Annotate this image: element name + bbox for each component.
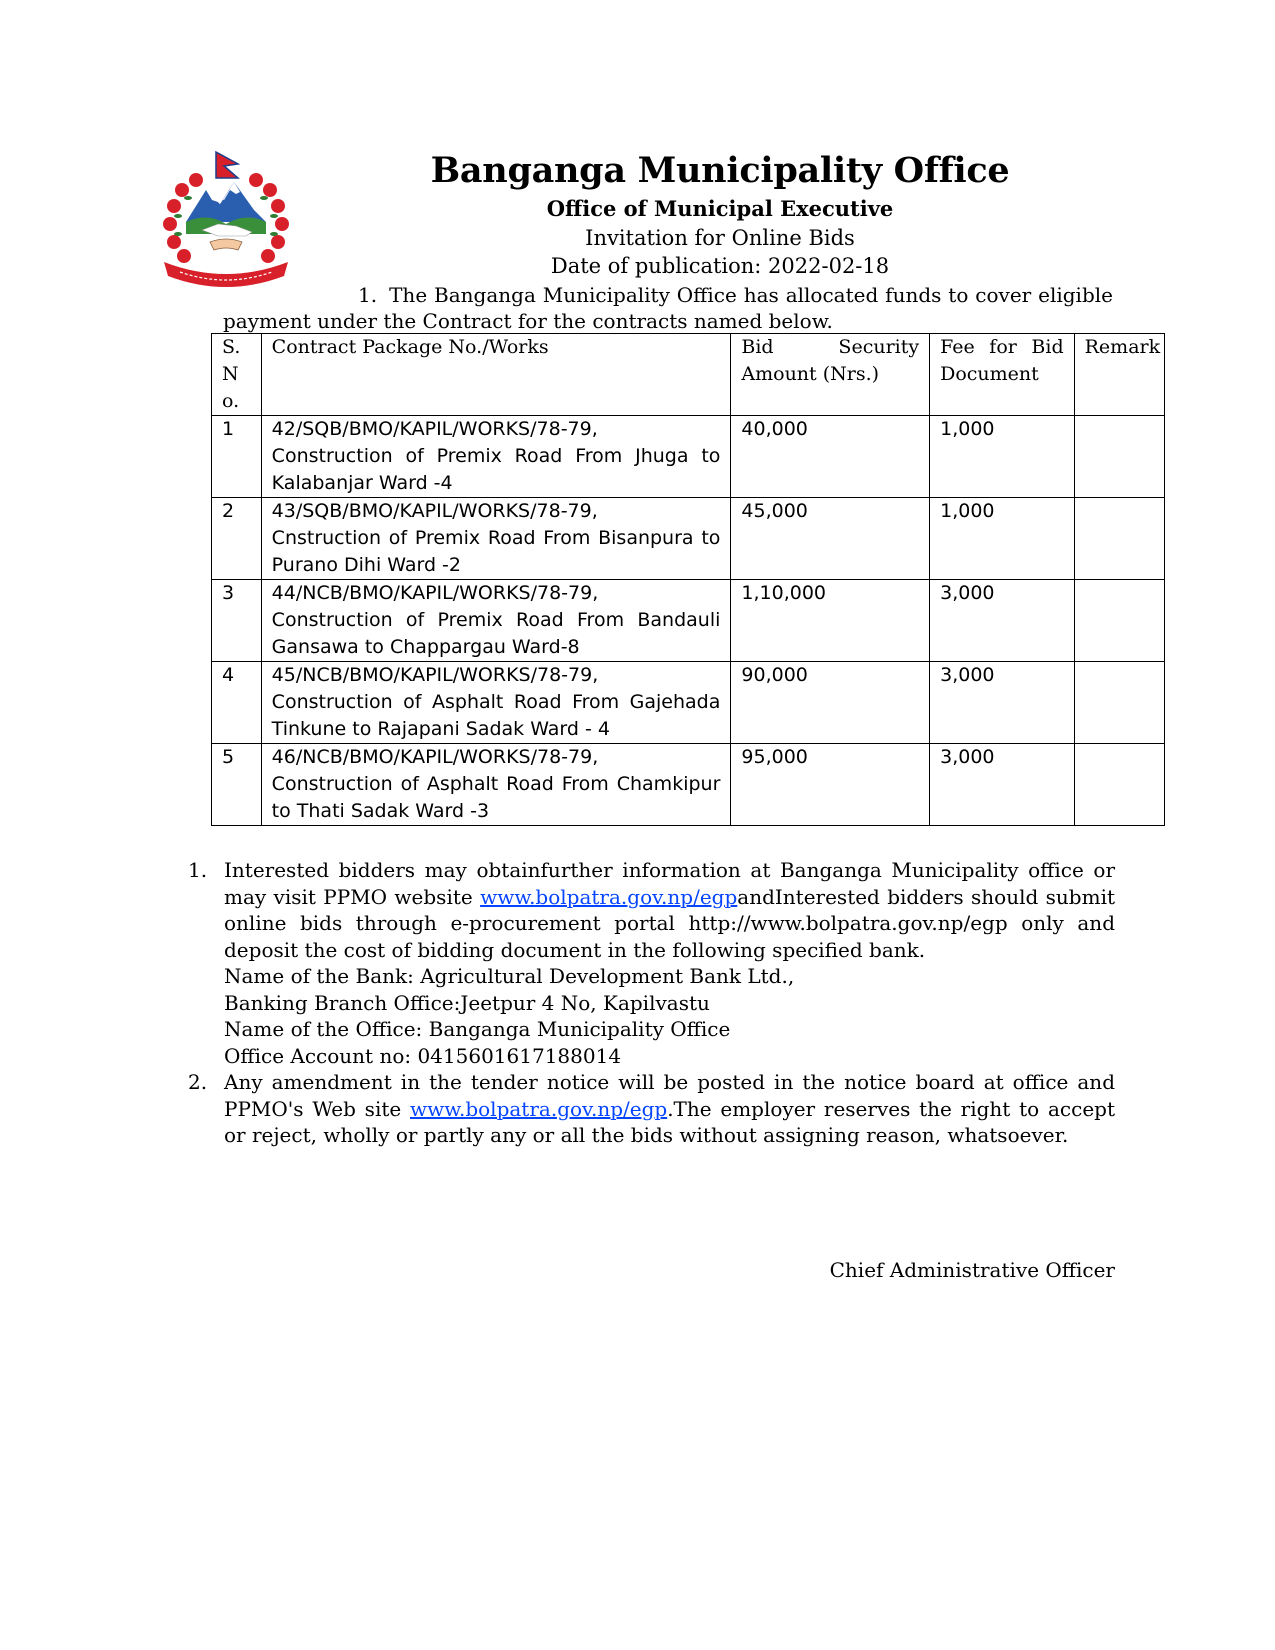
cell-remark bbox=[1074, 498, 1164, 580]
table-row bbox=[212, 580, 1165, 662]
page-title: Banganga Municipality Office bbox=[430, 150, 1010, 191]
intro-number: 1. bbox=[358, 283, 378, 307]
intro-line-1: The Banganga Municipality Office has allocated funds to cover eligible bbox=[389, 283, 1113, 307]
point-2 bbox=[180, 1069, 1115, 1149]
table-row bbox=[212, 744, 1165, 826]
point-1 bbox=[180, 857, 1115, 1069]
contract-package-code: 45/NCB/BMO/KAPIL/WORKS/78-79, bbox=[271, 664, 599, 686]
ppmo-website-link-2[interactable]: www.bolpatra.gov.np/egp bbox=[410, 1096, 668, 1121]
ppmo-website-link[interactable]: www.bolpatra.gov.np/egp bbox=[480, 884, 738, 909]
cell-fee: 1,000 bbox=[930, 416, 1075, 498]
point-1-text-b: andInterested bidders should submit online bids through e-procurement portal http://www.bolpatra.gov.np/egp only and deposit the cost of bidding document in the following specified bank. bbox=[224, 884, 1115, 962]
information-points bbox=[180, 857, 1115, 1149]
cell-sno: 5 bbox=[212, 744, 262, 826]
cell-bid-security: 45,000 bbox=[731, 498, 930, 580]
point-1-text-a: Interested bidders may obtainfurther information at Banganga Municipality office or may visit PPMO website bbox=[224, 858, 1115, 909]
signature: Chief Administrative Officer bbox=[829, 1258, 1115, 1282]
cell-fee: 3,000 bbox=[930, 580, 1075, 662]
office-account: Office Account no: 0415601617188014 bbox=[224, 1043, 622, 1068]
cell-bid-security: 90,000 bbox=[731, 662, 930, 744]
table-row bbox=[212, 662, 1165, 744]
office-subtitle: Office of Municipal Executive bbox=[546, 196, 894, 221]
cell-works bbox=[261, 662, 731, 744]
table-header-row bbox=[212, 334, 1165, 416]
header-remark: Remark bbox=[1074, 334, 1164, 416]
publication-date: Date of publication: 2022-02-18 bbox=[550, 254, 890, 278]
cell-fee: 3,000 bbox=[930, 662, 1075, 744]
contract-package-code: 44/NCB/BMO/KAPIL/WORKS/78-79, bbox=[271, 582, 599, 604]
invitation-heading: Invitation for Online Bids bbox=[585, 226, 855, 250]
header-fee: Fee for Bid Document bbox=[930, 334, 1075, 416]
cell-works bbox=[261, 744, 731, 826]
bids-table bbox=[211, 333, 1165, 826]
intro-paragraph bbox=[223, 282, 1113, 334]
nepal-emblem-icon bbox=[158, 150, 296, 290]
cell-sno: 3 bbox=[212, 580, 262, 662]
header-bid-security: Bid Security Amount (Nrs.) bbox=[731, 334, 930, 416]
contract-works-description: Construction of Asphalt Road From Gajehada Tinkune to Rajapani Sadak Ward - 4 bbox=[271, 691, 721, 740]
intro-line-2: payment under the Contract for the contracts named below. bbox=[223, 309, 833, 333]
contract-works-description: Construction of Asphalt Road From Chamkipur to Thati Sadak Ward -3 bbox=[271, 773, 721, 822]
table-row bbox=[212, 498, 1165, 580]
cell-works bbox=[261, 416, 731, 498]
point-1-number: 1. bbox=[188, 858, 208, 882]
cell-bid-security: 1,10,000 bbox=[731, 580, 930, 662]
header-sno: S.No. bbox=[212, 334, 262, 416]
cell-sno: 4 bbox=[212, 662, 262, 744]
office-name: Name of the Office: Banganga Municipality Office bbox=[224, 1017, 731, 1041]
cell-remark bbox=[1074, 416, 1164, 498]
point-2-number: 2. bbox=[188, 1070, 208, 1094]
bank-branch: Banking Branch Office:Jeetpur 4 No, Kapilvastu bbox=[224, 990, 710, 1015]
cell-bid-security: 95,000 bbox=[731, 744, 930, 826]
cell-works bbox=[261, 580, 731, 662]
point-2-text-a: Any amendment in the tender notice will be posted in the notice board at office and PPMO's Web site bbox=[224, 1070, 1115, 1121]
cell-remark bbox=[1074, 580, 1164, 662]
contract-package-code: 42/SQB/BMO/KAPIL/WORKS/78-79, bbox=[271, 418, 598, 440]
point-2-text-b: .The employer reserves the right to accept or reject, wholly or partly any or all the bids without assigning reason, whatsoever. bbox=[224, 1096, 1115, 1147]
header-works: Contract Package No./Works bbox=[261, 334, 731, 416]
bank-name: Name of the Bank: Agricultural Development Bank Ltd., bbox=[224, 964, 795, 988]
cell-bid-security: 40,000 bbox=[731, 416, 930, 498]
cell-fee: 3,000 bbox=[930, 744, 1075, 826]
contract-works-description: Construction of Premix Road From Bandauli Gansawa to Chappargau Ward-8 bbox=[271, 609, 721, 658]
cell-remark bbox=[1074, 662, 1164, 744]
contract-works-description: Cnstruction of Premix Road From Bisanpura to Purano Dihi Ward -2 bbox=[271, 527, 721, 576]
cell-fee: 1,000 bbox=[930, 498, 1075, 580]
cell-remark bbox=[1074, 744, 1164, 826]
cell-works bbox=[261, 498, 731, 580]
table-row bbox=[212, 416, 1165, 498]
cell-sno: 1 bbox=[212, 416, 262, 498]
contract-works-description: Construction of Premix Road From Jhuga to Kalabanjar Ward -4 bbox=[271, 445, 721, 494]
contract-package-code: 46/NCB/BMO/KAPIL/WORKS/78-79, bbox=[271, 746, 599, 768]
cell-sno: 2 bbox=[212, 498, 262, 580]
contract-package-code: 43/SQB/BMO/KAPIL/WORKS/78-79, bbox=[271, 500, 598, 522]
